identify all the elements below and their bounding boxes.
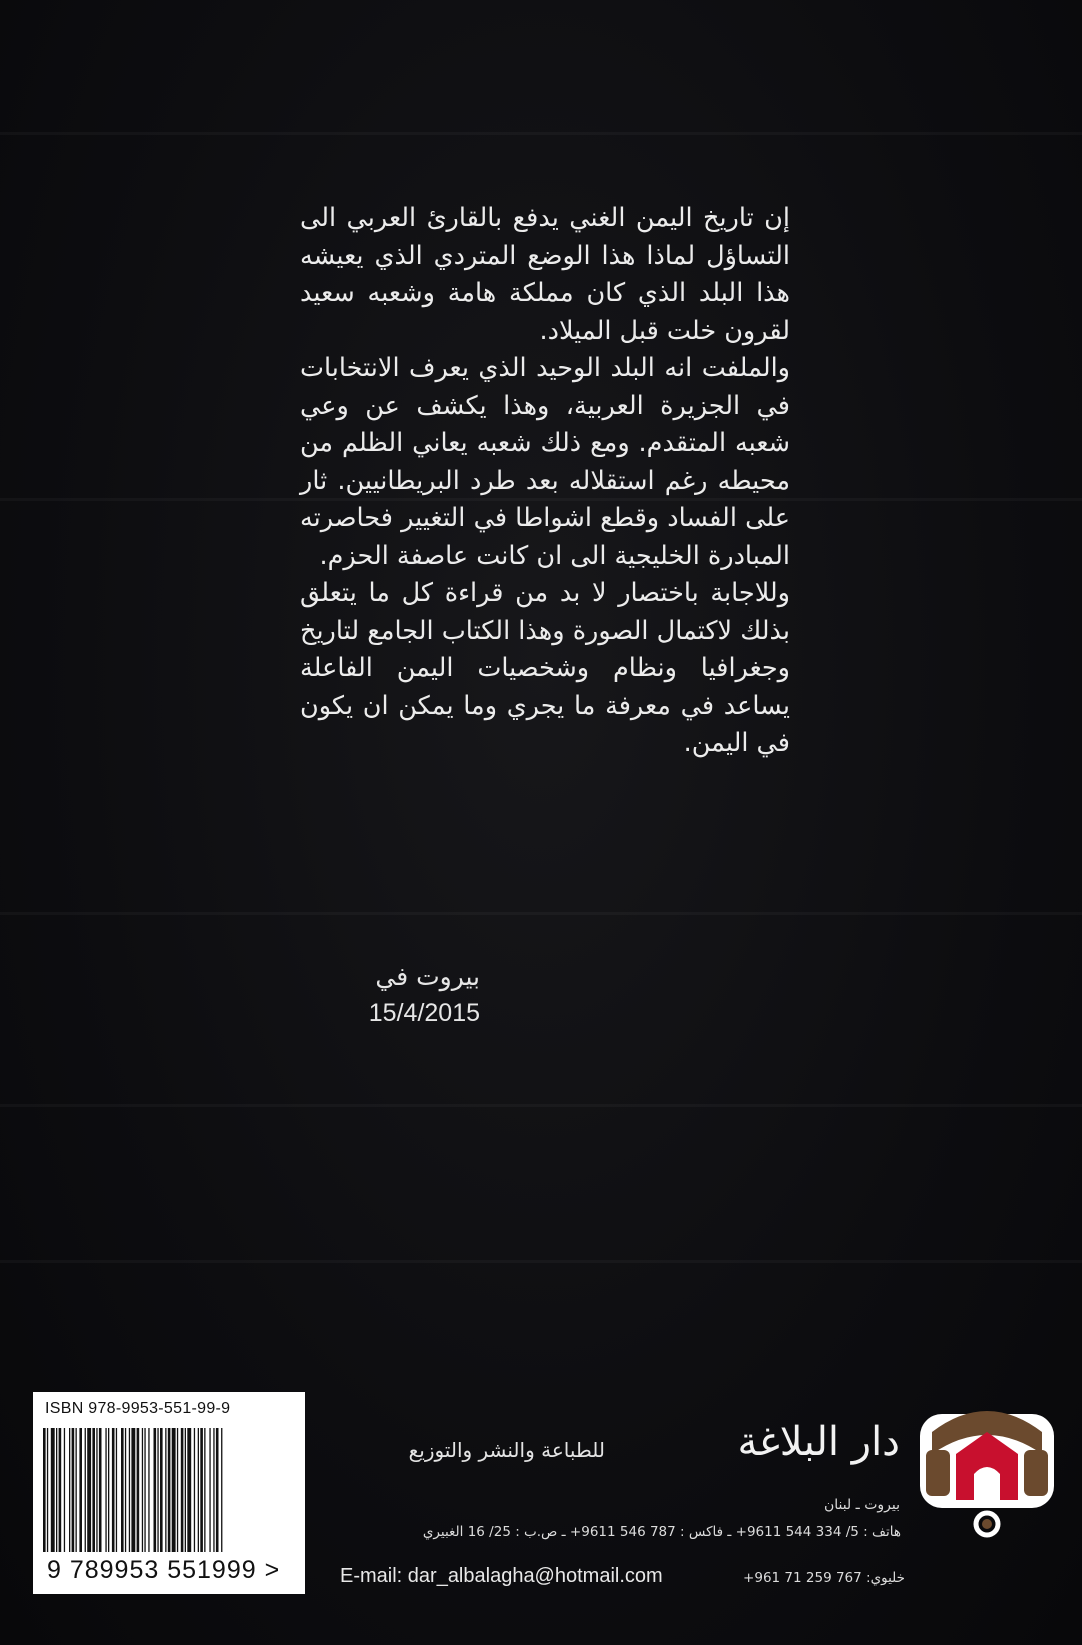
barcode-bar <box>108 1428 109 1552</box>
blurb-paragraph: والملفت انه البلد الوحيد الذي يعرف الانتخابات في الجزيرة العربية، وهذا يكشف عن وعي شعبه المتقدم. ومع ذلك شعبه يعاني الظلم من محيطه رغم استقلاله بعد طرد البريطانيين. ثار على الفساد وقطع اشواطا في التغيير فحاصرته المبادرة الخليجية الى ان كانت عاصفة الحزم. <box>300 353 790 571</box>
signature-date: 15/4/2015 <box>368 999 480 1027</box>
barcode-bar <box>157 1428 158 1552</box>
isbn-number: ISBN 978-9953-551-99-9 <box>45 1400 231 1417</box>
barcode-bar <box>216 1428 219 1552</box>
logo-door <box>974 1467 1000 1500</box>
barcode-bar <box>194 1428 195 1552</box>
barcode-bar <box>137 1428 140 1552</box>
barcode-bar <box>129 1428 130 1552</box>
barcode-bar <box>64 1428 65 1552</box>
barcode-bar <box>168 1428 171 1552</box>
barcode-bar <box>172 1428 176 1552</box>
barcode-bar <box>204 1428 205 1552</box>
logo-pillar-right <box>1024 1450 1048 1496</box>
back-cover-blurb <box>300 200 790 763</box>
barcode-panel <box>33 1392 305 1594</box>
barcode-bar <box>87 1428 91 1552</box>
barcode-bar <box>116 1428 117 1552</box>
publisher-location: بيروت ـ لبنان <box>823 1497 900 1513</box>
barcode-bar <box>209 1428 210 1552</box>
barcode-bar <box>148 1428 149 1552</box>
publisher-mobile <box>725 1570 905 1586</box>
barcode-bar <box>105 1428 106 1552</box>
scan-artifact <box>0 132 1082 135</box>
logo-dot <box>982 1519 992 1529</box>
barcode-bar <box>144 1428 145 1552</box>
barcode-bar <box>43 1428 46 1552</box>
scan-artifact <box>0 1104 1082 1107</box>
barcode-bar <box>198 1428 199 1552</box>
barcode-bar <box>51 1428 55 1552</box>
barcode-bar <box>99 1428 102 1552</box>
barcode-bar <box>69 1428 70 1552</box>
barcode-bar <box>56 1428 57 1552</box>
mobile-number: +961 71 259 767 <box>743 1570 862 1586</box>
barcode-bar <box>121 1428 124 1552</box>
barcode-bar <box>181 1428 184 1552</box>
barcode-bar <box>221 1428 222 1552</box>
barcode-bar <box>177 1428 178 1552</box>
barcode-bar <box>165 1428 166 1552</box>
publisher-email: E-mail: dar_albalagha@hotmail.com <box>340 1565 663 1587</box>
barcode-bar <box>160 1428 163 1552</box>
barcode-bar <box>213 1428 214 1552</box>
barcode-bar <box>96 1428 97 1552</box>
barcode-digits: 9 789953 551999 > <box>47 1556 281 1584</box>
scan-artifact <box>0 1260 1082 1263</box>
publisher-contact: هاتف : 5/ 334 544 9611+ ـ فاكس : 787 546 9611+ ـ ص.ب : 25/ 16 الغبيري <box>422 1524 901 1540</box>
barcode-bar <box>200 1428 203 1552</box>
barcode-bars <box>41 1428 286 1552</box>
barcode-bar <box>92 1428 95 1552</box>
signature-place: بيروت في <box>375 962 480 991</box>
barcode-bar <box>79 1428 82 1552</box>
scan-artifact <box>0 912 1082 915</box>
barcode-bar <box>76 1428 77 1552</box>
barcode-bar <box>154 1428 157 1552</box>
barcode-bar <box>47 1428 48 1552</box>
signature-block <box>300 958 480 1032</box>
barcode-bar <box>85 1428 86 1552</box>
blurb-paragraph: وللاجابة باختصار لا بد من قراءة كل ما يتعلق بذلك لاكتمال الصورة وهذا الكتاب الجامع لتاريخ وجغرافيا ونظام وشخصيات اليمن الفاعلة يساعد في معرفة ما يجري وما يمكن ان يكون في اليمن. <box>300 578 790 758</box>
publisher-name: دار البلاغة <box>737 1419 900 1465</box>
publisher-logo-icon <box>912 1392 1062 1542</box>
mobile-label: خليوي: <box>866 1570 905 1586</box>
blurb-paragraph: إن تاريخ اليمن الغني يدفع بالقارئ العربي الى التساؤل لماذا هذا الوضع المتردي الذي يعيشه هذا البلد الذي كان مملكة هامة وشعبه سعيد لقرون خلت قبل الميلاد. <box>300 203 790 346</box>
barcode-bar <box>131 1428 135 1552</box>
barcode-bar <box>72 1428 75 1552</box>
barcode-bar <box>185 1428 186 1552</box>
barcode-bar <box>142 1428 143 1552</box>
barcode-bar <box>59 1428 62 1552</box>
barcode-bar <box>125 1428 126 1552</box>
logo-pillar-left <box>926 1450 950 1496</box>
barcode-bar <box>112 1428 115 1552</box>
publisher-tagline: للطباعة والنشر والتوزيع <box>408 1438 605 1462</box>
barcode-bar <box>187 1428 191 1552</box>
